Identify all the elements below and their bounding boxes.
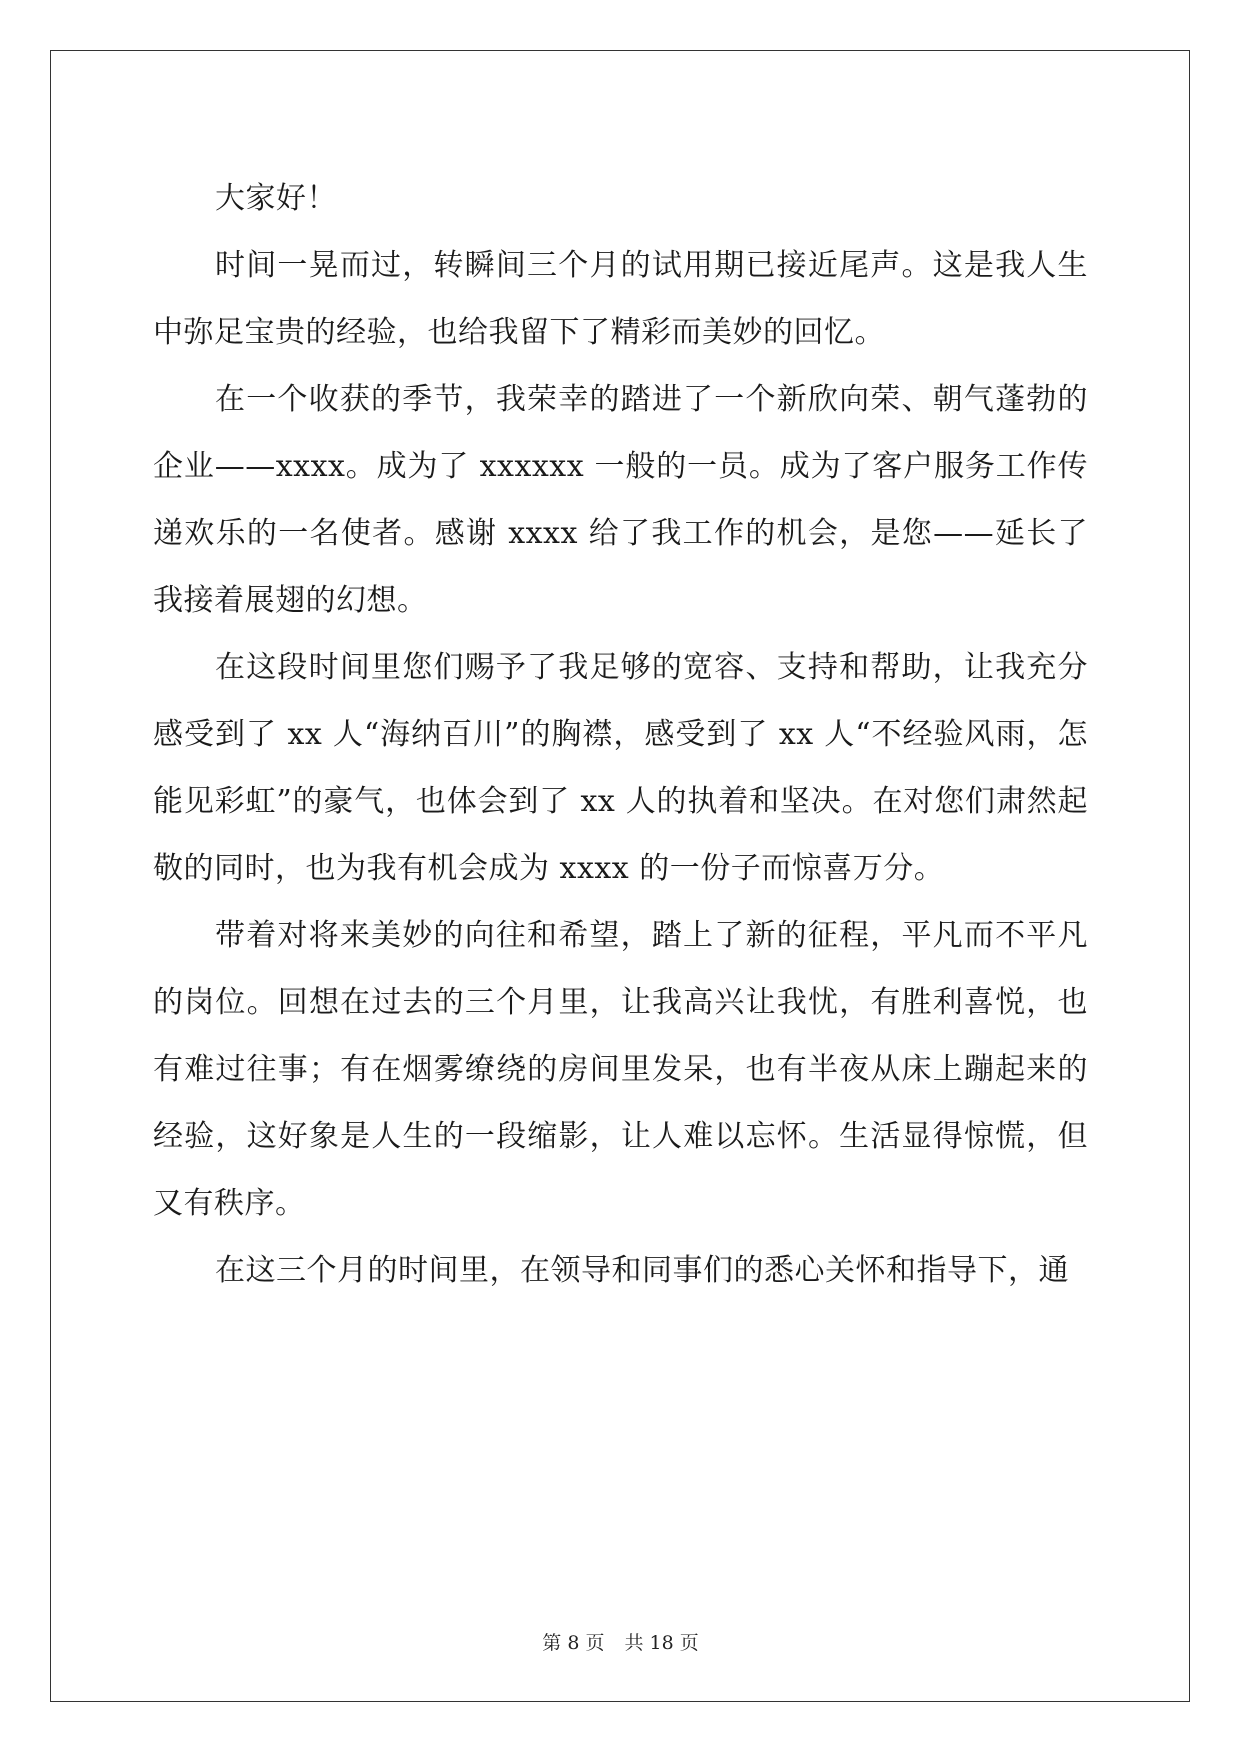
document-body <box>153 165 1088 1304</box>
paragraph: 时间一晃而过，转瞬间三个月的试用期已接近尾声。这是我人生中弥足宝贵的经验，也给我留下了精彩而美妙的回忆。 <box>153 248 1088 350</box>
paragraph-greeting: 大家好！ <box>215 181 337 216</box>
page-number-current: 第 8 页 <box>542 1632 605 1654</box>
paragraph: 在一个收获的季节，我荣幸的踏进了一个新欣向荣、朝气蓬勃的企业——xxxx。成为了 xxxxxx 一般的一员。成为了客户服务工作传递欢乐的一名使者。感谢 xxxx 给了我工作的机会，是您——延长了我接着展翅的幻想。 <box>153 382 1088 618</box>
page-footer <box>0 1628 1241 1655</box>
page-number-total: 共 18 页 <box>624 1632 699 1654</box>
paragraph: 带着对将来美妙的向往和希望，踏上了新的征程，平凡而不平凡的岗位。回想在过去的三个月里，让我高兴让我忧，有胜利喜悦，也有难过往事；有在烟雾缭绕的房间里发呆，也有半夜从床上蹦起来的经验，这好象是人生的一段缩影，让人难以忘怀。生活显得惊慌，但又有秩序。 <box>153 918 1088 1221</box>
paragraph: 在这段时间里您们赐予了我足够的宽容、支持和帮助，让我充分感受到了 xx 人“海纳百川”的胸襟，感受到了 xx 人“不经验风雨，怎能见彩虹”的豪气，也体会到了 xx 人的执着和坚决。在对您们肃然起敬的同时，也为我有机会成为 xxxx 的一份子而惊喜万分。 <box>153 650 1088 886</box>
paragraph: 在这三个月的时间里，在领导和同事们的悉心关怀和指导下，通 <box>215 1253 1069 1288</box>
